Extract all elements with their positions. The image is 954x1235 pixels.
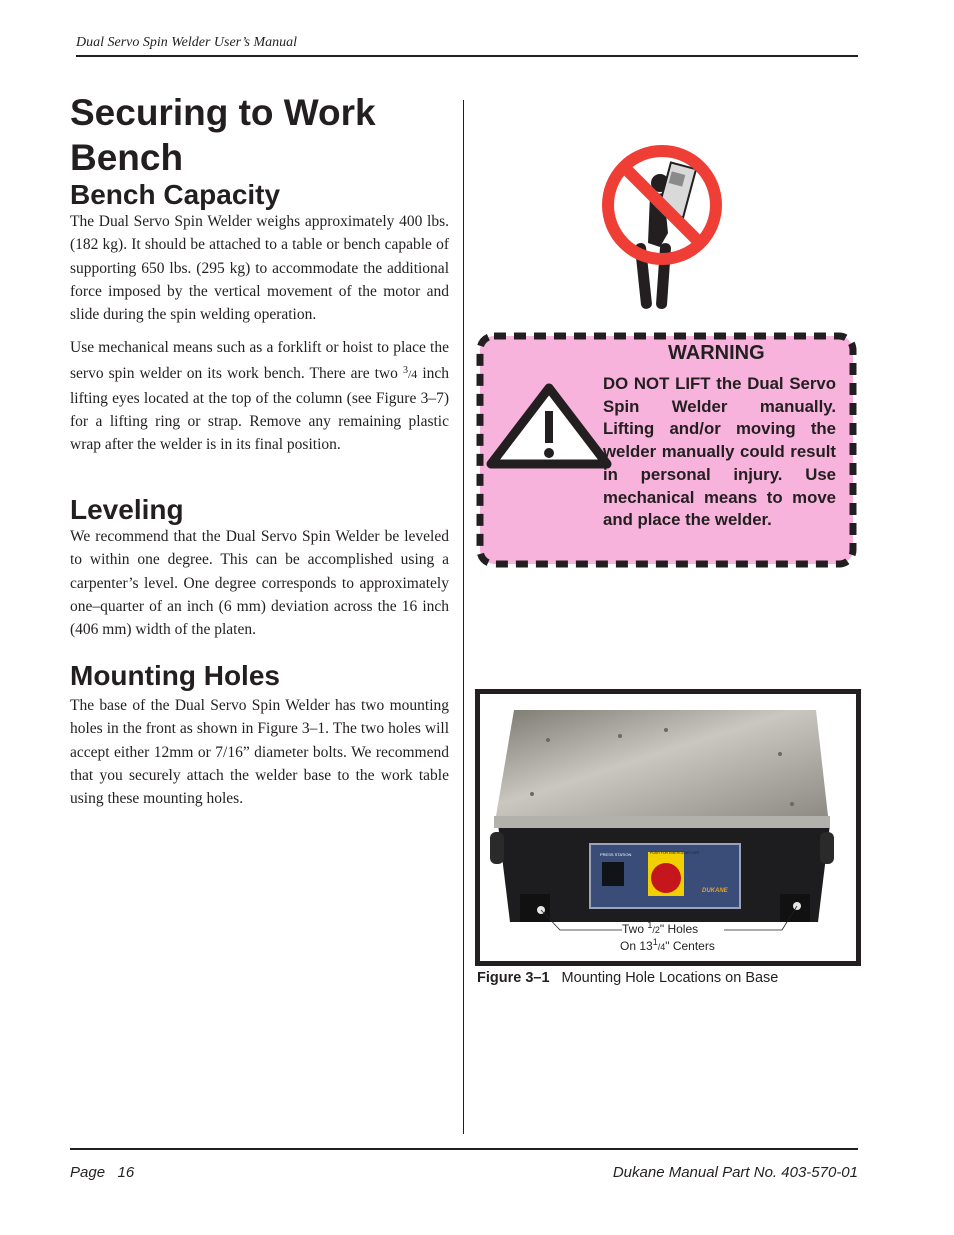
figure-caption: [477, 970, 778, 986]
label-text: Two: [622, 922, 648, 936]
heading-bench-capacity: Bench Capacity: [70, 179, 281, 210]
centers-label: [620, 937, 715, 953]
running-header: Dual Servo Spin Welder User’s Manual: [76, 35, 298, 50]
page-number: Page 16: [70, 1164, 135, 1181]
paragraph-mounting-holes: The base of the Dual Servo Spin Welder has two mounting holes in the front as shown in Figure 3–1. The two holes will accept either 12mm or 7/16” diameter bolts. We recommend that you securely attach the welder base to the work table using these mounting holes.: [70, 697, 449, 808]
fraction-denominator: /2: [652, 925, 660, 935]
paragraph-text: inch lifting eyes located at the top of the column (see Figure 3–7) for a lifting ring or strap. Remove any remaining plastic wrap after the welder is in its final position.: [70, 365, 450, 454]
fraction-denominator: /4: [657, 942, 666, 952]
manual-part-number: Dukane Manual Part No. 403-570-01: [612, 1164, 858, 1181]
paragraph-leveling: We recommend that the Dual Servo Spin Welder be leveled to within one degree. This can be accomplished using a carpenter’s level. One degree corresponds to approximately one–quarter of an inch (6 mm) deviation across the 16 inch (406 mm) width of the platen.: [70, 528, 449, 639]
panel-button-label: PUSH FOR EMERGENCY OFF: [650, 851, 700, 855]
fraction-numerator: 3: [402, 365, 408, 377]
holes-label: [622, 920, 698, 936]
warning-text: DO NOT LIFT the Dual Servo Spin Welder manually. Lifting and/or moving the welder manually could result in personal injury. Use mechanical means to move and place the welder.: [603, 374, 836, 530]
panel-left-label: PRESS STATION: [600, 852, 632, 857]
fraction-denominator: /4: [407, 367, 418, 382]
heading-mounting-holes: Mounting Holes: [70, 660, 280, 691]
paragraph-text: Use mechanical means such as a forklift or hoist to place the servo spin welder on its work bench. There are two: [70, 339, 449, 383]
caption-label: Figure 3–1: [477, 970, 550, 986]
dukane-logo: DUKANE: [702, 888, 728, 894]
paragraph-bench-capacity-2: [70, 336, 449, 456]
page-title: Securing to Work Bench: [70, 92, 376, 178]
footer-rule: [70, 1148, 858, 1150]
caption-text: Mounting Hole Locations on Base: [561, 970, 779, 986]
fraction-numerator: 1: [652, 937, 658, 947]
label-text: " Holes: [659, 922, 699, 936]
label-text: On 13: [620, 939, 653, 953]
header-rule: [76, 55, 858, 57]
heading-leveling: Leveling: [70, 494, 184, 525]
paragraph-bench-capacity-1: The Dual Servo Spin Welder weighs approximately 400 lbs. (182 kg). It should be attached to a table or bench capable of supporting 650 lbs. (295 kg) to accommodate the additional force imposed by the vertical movement of the motor and slide during the spin welding operation.: [70, 213, 449, 324]
no-lifting-icon: [598, 143, 726, 311]
fraction-numerator: 1: [647, 920, 653, 930]
label-text: " Centers: [665, 939, 715, 953]
warning-title: WARNING: [668, 342, 765, 364]
column-divider: [463, 100, 464, 1134]
